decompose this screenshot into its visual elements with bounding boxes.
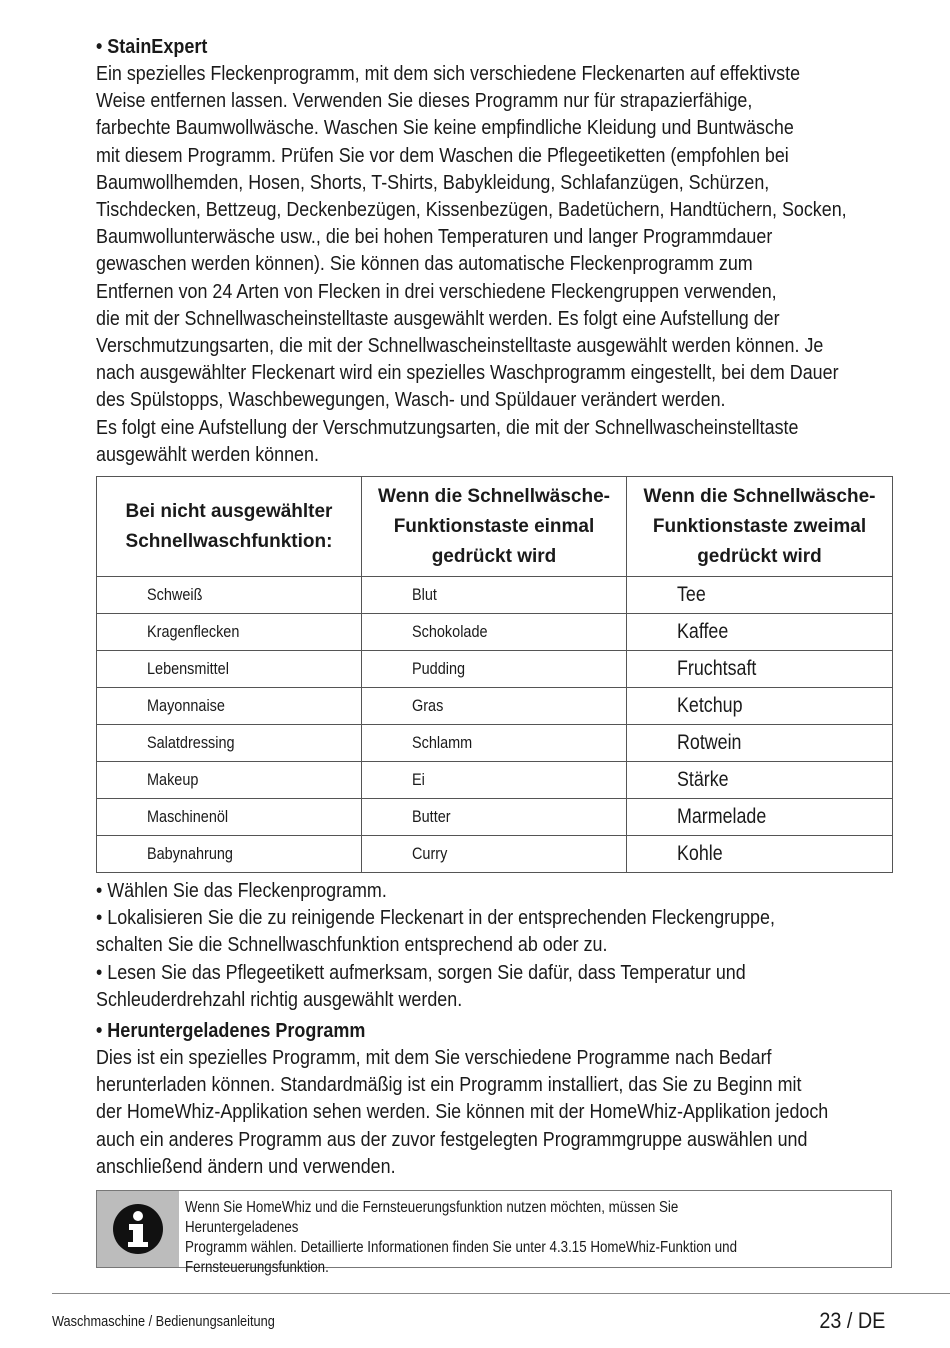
stain-table bbox=[96, 476, 893, 873]
cell-text: Ei bbox=[412, 770, 425, 790]
table-header-row bbox=[97, 477, 893, 577]
para-line: nach ausgewählter Fleckenart wird ein spezielles Waschprogramm eingestellt, bei dem Dauer bbox=[96, 362, 839, 385]
para-line: Baumwollhemden, Hosen, Shorts, T-Shirts, Babykleidung, Schlafanzügen, Schürzen, bbox=[96, 171, 770, 194]
table-cell bbox=[362, 725, 627, 762]
info-note bbox=[96, 1190, 892, 1277]
table-row bbox=[97, 799, 893, 836]
para-line: Dies ist ein spezielles Programm, mit dem Sie verschiedene Programme nach Bedarf bbox=[96, 1047, 772, 1070]
header-not-selected: Bei nicht ausgewählter Schnellwaschfunktion: bbox=[97, 477, 362, 577]
table-cell bbox=[627, 725, 893, 762]
para-line: farbechte Baumwollwäsche. Waschen Sie keine empfindliche Kleidung und Buntwäsche bbox=[96, 117, 794, 140]
table-cell bbox=[627, 577, 893, 614]
bullet-line: Schleuderdrehzahl richtig ausgewählt werden. bbox=[96, 988, 463, 1011]
table-cell bbox=[362, 762, 627, 799]
para-line: mit diesem Programm. Prüfen Sie vor dem Waschen die Pflegeetiketten (empfohlen bei bbox=[96, 144, 789, 167]
cell-text: Pudding bbox=[412, 659, 466, 679]
bullet-line: schalten Sie die Schnellwaschfunktion entsprechend ab oder zu. bbox=[96, 934, 608, 957]
table-cell bbox=[97, 799, 362, 836]
info-icon bbox=[97, 1191, 179, 1267]
table-cell bbox=[97, 651, 362, 688]
table-row bbox=[97, 725, 893, 762]
table-cell bbox=[97, 725, 362, 762]
footer-divider bbox=[52, 1293, 950, 1294]
cell-text: Lebensmittel bbox=[147, 659, 229, 679]
para-line: anschließend ändern und verwenden. bbox=[96, 1155, 396, 1178]
table-cell bbox=[627, 799, 893, 836]
stainexpert-heading: • StainExpert bbox=[96, 36, 208, 58]
cell-text: Salatdressing bbox=[147, 733, 235, 753]
downloaded-program-heading: • Heruntergeladenes Programm bbox=[96, 1020, 366, 1043]
table-cell bbox=[97, 762, 362, 799]
table-cell bbox=[627, 614, 893, 651]
para-line: Baumwollunterwäsche usw., die bei hohen Temperaturen und langer Programmdauer bbox=[96, 226, 773, 249]
cell-text: Schlamm bbox=[412, 733, 473, 753]
table-cell bbox=[362, 577, 627, 614]
bullet-line: • Lokalisieren Sie die zu reinigende Fleckenart in der entsprechenden Fleckengruppe, bbox=[96, 907, 775, 930]
para-line: herunterladen können. Standardmäßig ist ein Programm installiert, das Sie zu Beginn mit bbox=[96, 1074, 802, 1097]
table-cell bbox=[627, 762, 893, 799]
cell-text: Butter bbox=[412, 807, 451, 827]
cell-text: Marmelade bbox=[677, 805, 767, 829]
para-line: Ein spezielles Fleckenprogramm, mit dem sich verschiedene Fleckenarten auf effektivste bbox=[96, 63, 801, 85]
para-line: der HomeWhiz-Applikation sehen werden. Sie können mit der HomeWhiz-Applikation jedoch bbox=[96, 1101, 829, 1124]
table-cell bbox=[627, 651, 893, 688]
cell-text: Kragenflecken bbox=[147, 622, 240, 642]
para-line: des Spülstopps, Waschbewegungen, Wasch- und Spüldauer verändert werden. bbox=[96, 389, 726, 412]
table-cell bbox=[362, 651, 627, 688]
cell-text: Rotwein bbox=[677, 731, 742, 755]
cell-text: Kaffee bbox=[677, 620, 729, 644]
note-line: Fernsteuerungsfunktion. bbox=[185, 1259, 329, 1277]
cell-text: Makeup bbox=[147, 770, 199, 790]
note-line: Programm wählen. Detaillierte Informationen finden Sie unter 4.3.15 HomeWhiz-Funktion und bbox=[185, 1239, 738, 1257]
table-row bbox=[97, 836, 893, 873]
cell-text: Fruchtsaft bbox=[677, 657, 757, 681]
cell-text: Babynahrung bbox=[147, 844, 233, 864]
table-cell bbox=[362, 799, 627, 836]
note-line: Wenn Sie HomeWhiz und die Fernsteuerungsfunktion nutzen möchten, müssen Sie Heruntergeladenes bbox=[185, 1199, 679, 1237]
cell-text: Gras bbox=[412, 696, 444, 716]
para-line: auch ein anderes Programm aus der zuvor festgelegten Programmgruppe auswählen und bbox=[96, 1128, 808, 1151]
para-line: ausgewählt werden können. bbox=[96, 443, 319, 466]
footer-title: Waschmaschine / Bedienungsanleitung bbox=[52, 1313, 275, 1330]
instruction-bullets bbox=[96, 878, 892, 1014]
table-row bbox=[97, 577, 893, 614]
table-cell bbox=[627, 836, 893, 873]
table-cell bbox=[97, 836, 362, 873]
header-pressed-twice: Wenn die Schnellwäsche-Funktionstaste zweimal gedrückt wird bbox=[627, 477, 893, 577]
table-cell bbox=[362, 688, 627, 725]
table-row bbox=[97, 614, 893, 651]
downloaded-program-paragraph bbox=[96, 1045, 892, 1181]
para-line: Tischdecken, Bettzeug, Deckenbezügen, Kissenbezügen, Badetüchern, Handtüchern, Socken, bbox=[96, 199, 847, 222]
page-content bbox=[96, 34, 892, 1277]
para-line: gewaschen werden können). Sie können das automatische Fleckenprogramm zum bbox=[96, 253, 753, 276]
table-cell bbox=[97, 577, 362, 614]
cell-text: Curry bbox=[412, 844, 448, 864]
page-number: 23 / DE bbox=[818, 1308, 885, 1333]
cell-text: Blut bbox=[412, 585, 437, 605]
stainexpert-paragraph bbox=[96, 61, 892, 469]
para-line: die mit der Schnellwascheinstelltaste ausgewählt werden. Es folgt eine Aufstellung der bbox=[96, 307, 780, 330]
cell-text: Kohle bbox=[677, 842, 723, 866]
table-row bbox=[97, 688, 893, 725]
table-cell bbox=[97, 614, 362, 651]
table-cell bbox=[362, 836, 627, 873]
cell-text: Schokolade bbox=[412, 622, 488, 642]
cell-text: Stärke bbox=[677, 768, 729, 792]
table-cell bbox=[97, 688, 362, 725]
cell-text: Tee bbox=[677, 583, 706, 607]
para-line: Entfernen von 24 Arten von Flecken in drei verschiedene Fleckengruppen verwenden, bbox=[96, 280, 777, 303]
table-cell bbox=[362, 614, 627, 651]
bullet-line: • Lesen Sie das Pflegeetikett aufmerksam, sorgen Sie dafür, dass Temperatur und bbox=[96, 961, 746, 984]
table-row bbox=[97, 651, 893, 688]
cell-text: Schweiß bbox=[147, 585, 203, 605]
para-line: Weise entfernen lassen. Verwenden Sie dieses Programm nur für strapazierfähige, bbox=[96, 90, 753, 113]
cell-text: Ketchup bbox=[677, 694, 743, 718]
header-pressed-once: Wenn die Schnellwäsche-Funktionstaste einmal gedrückt wird bbox=[362, 477, 627, 577]
table-cell bbox=[627, 688, 893, 725]
cell-text: Maschinenöl bbox=[147, 807, 229, 827]
bullet-line: • Wählen Sie das Fleckenprogramm. bbox=[96, 880, 387, 903]
para-line: Es folgt eine Aufstellung der Verschmutzungsarten, die mit der Schnellwascheinstelltaste bbox=[96, 416, 799, 439]
table-row bbox=[97, 762, 893, 799]
note-text bbox=[179, 1191, 791, 1277]
para-line: Verschmutzungsarten, die mit der Schnellwascheinstelltaste ausgewählt werden können. Je bbox=[96, 335, 824, 358]
cell-text: Mayonnaise bbox=[147, 696, 225, 716]
